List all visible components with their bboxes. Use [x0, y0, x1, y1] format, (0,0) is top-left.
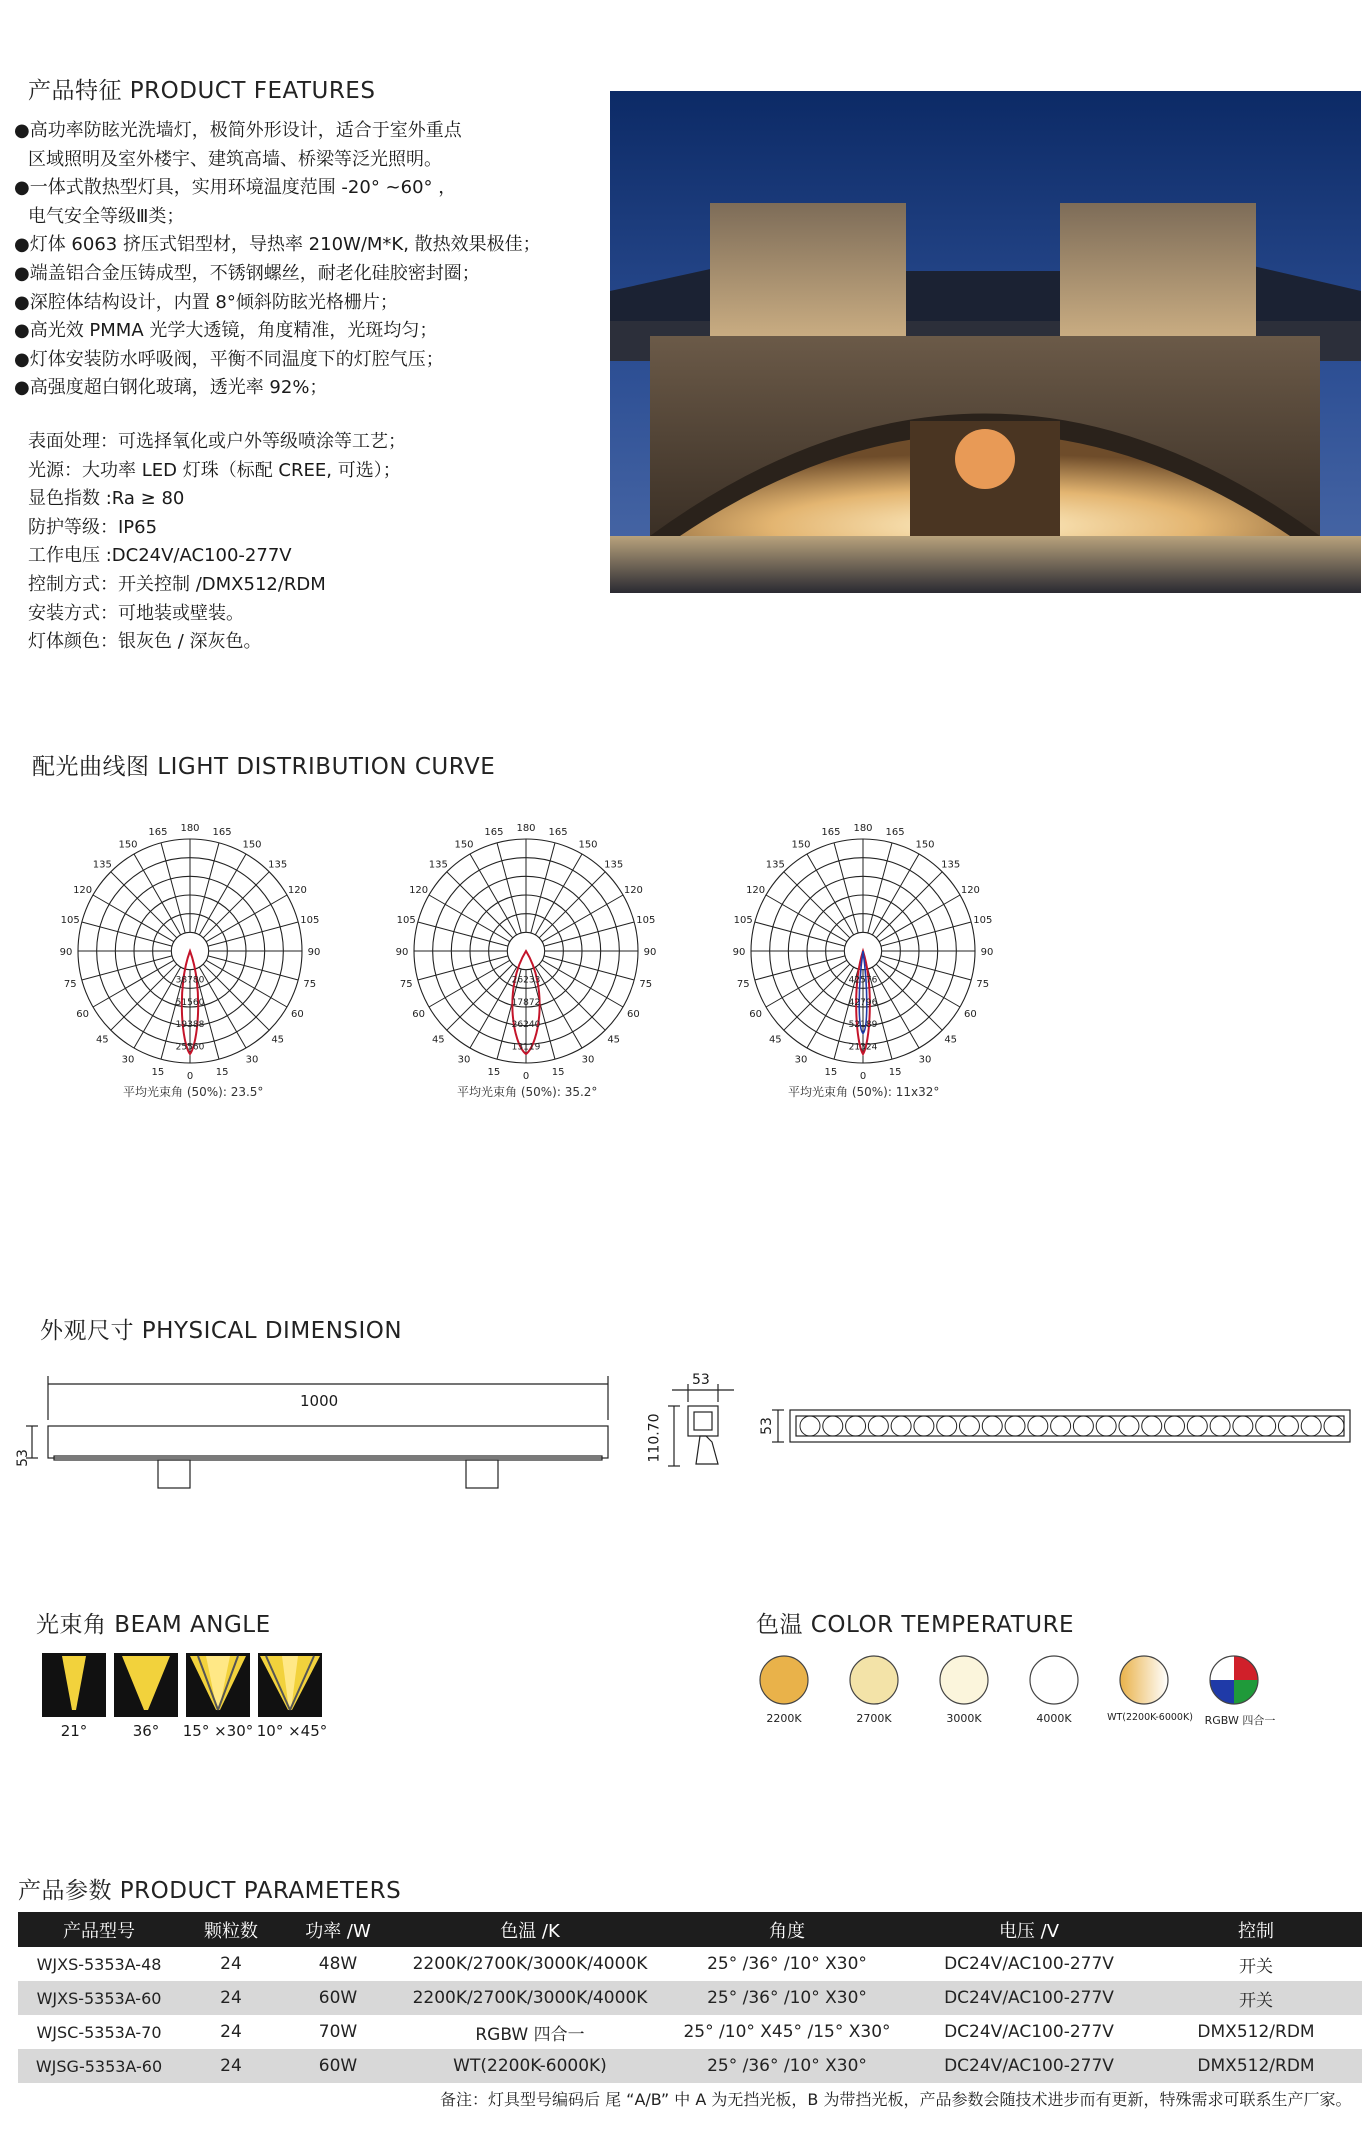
- polar-value-label: 21324: [848, 1042, 878, 1053]
- polar-angle-label: 45: [607, 1034, 621, 1046]
- cell: 24: [220, 2022, 242, 2042]
- led-lens: [1278, 1416, 1298, 1436]
- polar-angle-label: 60: [627, 1009, 640, 1020]
- ct-label: 2200K: [766, 1712, 802, 1725]
- polar-spoke: [208, 922, 298, 946]
- polar-value-label: 13119: [511, 1042, 541, 1053]
- polar-angle-label: 45: [768, 1034, 782, 1046]
- polar-angle-label: 45: [431, 1034, 445, 1046]
- polar-angle-label: 105: [636, 914, 656, 926]
- polar-angle-label: 15: [487, 1066, 501, 1078]
- cell: 24: [180, 2049, 282, 2083]
- light-curve-title: 配光曲线图 LIGHT DISTRIBUTION CURVE: [32, 754, 496, 780]
- cell: RGBW 四合一: [475, 2024, 585, 2045]
- ct-label: WT(2200K-6000K): [1107, 1712, 1193, 1723]
- side-height-dim-label: 110.70: [646, 1413, 663, 1463]
- polar-angle-label: 60: [76, 1009, 89, 1020]
- polar-angle-label: 15: [888, 1066, 902, 1078]
- led-lens: [1187, 1416, 1207, 1436]
- polar-spoke: [418, 922, 508, 946]
- polar-spoke: [531, 843, 555, 933]
- polar-spoke: [195, 843, 219, 933]
- building-photo: [610, 91, 1361, 593]
- cell: 25° /36° /10° X30°: [707, 1954, 867, 1974]
- polar-spoke: [755, 956, 845, 980]
- polar-angle-label: 15: [215, 1066, 229, 1078]
- spec-item: 光源：大功率 LED 灯珠（标配 CREE, 可选）；: [28, 459, 401, 481]
- cell: 24: [220, 1954, 242, 1974]
- polar-angle-label: 60: [964, 1009, 977, 1020]
- ct-label: 2700K: [856, 1712, 892, 1725]
- polar-spoke: [834, 843, 858, 933]
- polar-value-label: 38780: [175, 975, 205, 986]
- polar-angle-label: 105: [973, 914, 993, 926]
- polar-angle-label: 90: [732, 947, 746, 958]
- polar-angle-label: 60: [412, 1009, 425, 1020]
- cell: WT(2200K-6000K): [394, 2049, 666, 2083]
- cell: DC24V/AC100-277V: [908, 2049, 1150, 2083]
- spec-item: 显色指数 :Ra ≥ 80: [28, 488, 185, 510]
- polar-angle-label: 45: [271, 1034, 285, 1046]
- polar-angle-label: 165: [484, 827, 504, 839]
- polar-spoke: [544, 956, 634, 980]
- table-row: [18, 1981, 1362, 2015]
- cell: WJXS-5353A-48: [36, 1954, 162, 1974]
- polar-value-label: 26233: [511, 975, 541, 986]
- polar-chart: [60, 823, 321, 1082]
- cell: DC24V/AC100-277V: [944, 2022, 1114, 2042]
- polar-angle-label: 75: [303, 979, 317, 991]
- cell: 25° /36° /10° X30°: [666, 2049, 908, 2083]
- led-lens: [868, 1416, 888, 1436]
- polar-angle-label: 120: [960, 885, 980, 896]
- polar-angle-label: 90: [643, 947, 657, 958]
- polar-angle-label: 90: [59, 947, 73, 958]
- swatch-3000k: [940, 1656, 988, 1704]
- params-header: 色温 /K: [394, 1912, 666, 1947]
- feature-item: ●灯体安装防水呼吸阀，平衡不同温度下的灯腔气压；: [14, 348, 444, 370]
- beam-label: 15° ×30°: [182, 1722, 254, 1740]
- polar-angle-label: 105: [60, 914, 80, 926]
- cell: DC24V/AC100-277V: [944, 1954, 1114, 1974]
- polar-spoke: [111, 872, 177, 938]
- beam-label: 10° ×45°: [256, 1722, 328, 1740]
- params-header: 颗粒数: [180, 1912, 282, 1947]
- params-header-row: [18, 1912, 1362, 1947]
- polar-caption: 平均光束角 (50%): 35.2°: [457, 1085, 598, 1099]
- polar-angle-label: 150: [578, 839, 598, 851]
- spec-item: 灯体颜色：银灰色 / 深灰色。: [28, 631, 262, 653]
- cell: 24: [180, 1981, 282, 2015]
- polar-angle-label: 15: [824, 1066, 838, 1078]
- polar-spoke: [876, 964, 942, 1030]
- led-lens: [823, 1416, 843, 1436]
- polar-value-label: 52189: [848, 1020, 878, 1031]
- polar-angle-label: 75: [63, 979, 77, 991]
- polar-angle-label: 165: [212, 827, 232, 839]
- polar-angle-label: 120: [73, 885, 93, 896]
- led-lens: [846, 1416, 866, 1436]
- polar-value-label: 42576: [848, 975, 878, 986]
- polar-spoke: [755, 922, 845, 946]
- spec-item: 防护等级：IP65: [28, 516, 158, 538]
- polar-spoke: [418, 956, 508, 980]
- polar-angle-label: 90: [307, 947, 321, 958]
- polar-spoke: [82, 956, 172, 980]
- polar-angle-label: 135: [428, 859, 448, 871]
- polar-value-label: 26240: [511, 1020, 541, 1031]
- feature-item: ●高光效 PMMA 光学大透镜，角度精准，光斑均匀；: [14, 320, 438, 342]
- dimension-title: 外观尺寸 PHYSICAL DIMENSION: [40, 1318, 403, 1344]
- swatch-4000k: [1030, 1656, 1078, 1704]
- led-lens: [1005, 1416, 1025, 1436]
- ct-label: RGBW 四合一: [1204, 1714, 1276, 1727]
- polar-spoke: [447, 964, 513, 1030]
- polar-spoke: [876, 872, 942, 938]
- height-dim-label: 53: [14, 1449, 31, 1467]
- polar-angle-label: 180: [853, 823, 873, 834]
- polar-angle-label: 75: [976, 979, 990, 991]
- polar-angle-label: 30: [457, 1054, 471, 1066]
- swatch-2700k: [850, 1656, 898, 1704]
- polar-angle-label: 180: [180, 823, 200, 834]
- polar-spoke: [203, 964, 269, 1030]
- polar-angle-label: 150: [454, 839, 474, 851]
- led-lens: [891, 1416, 911, 1436]
- beam-angle-icons: [40, 1652, 330, 1718]
- side-view-body: [48, 1426, 608, 1458]
- polar-angle-label: 15: [151, 1066, 165, 1078]
- led-lens: [1301, 1416, 1321, 1436]
- polar-spoke: [881, 922, 971, 946]
- features-list: [14, 117, 614, 403]
- cell: WJSC-5353A-70: [36, 2022, 162, 2042]
- polar-angle-label: 120: [623, 885, 643, 896]
- color-temp-swatches: [756, 1650, 1286, 1710]
- led-lens: [1119, 1416, 1139, 1436]
- cell: 60W: [282, 1981, 394, 2015]
- polar-spoke: [881, 956, 971, 980]
- polar-angle-label: 150: [118, 839, 138, 851]
- front-view-body: [790, 1410, 1350, 1442]
- polar-angle-label: 150: [915, 839, 935, 851]
- polar-angle-label: 120: [746, 885, 766, 896]
- bracket: [466, 1460, 498, 1488]
- led-lens: [1324, 1416, 1344, 1436]
- led-lens: [982, 1416, 1002, 1436]
- polar-spoke: [208, 956, 298, 980]
- polar-spoke: [447, 872, 513, 938]
- cell: 48W: [318, 1954, 358, 1974]
- polar-value-label: 51560: [175, 997, 205, 1008]
- polar-spoke: [539, 964, 605, 1030]
- polar-spoke: [203, 872, 269, 938]
- ct-label: 4000K: [1036, 1712, 1072, 1725]
- swatch-rgbw: [1210, 1656, 1258, 1704]
- led-lens: [1256, 1416, 1276, 1436]
- polar-angle-label: 135: [92, 859, 112, 871]
- feature-item: 电气安全等级Ⅲ类；: [28, 205, 185, 227]
- beam-icon-36: [114, 1653, 178, 1717]
- polar-angle-label: 180: [516, 823, 536, 834]
- params-title: 产品参数 PRODUCT PARAMETERS: [18, 1878, 402, 1904]
- cell: 2200K/2700K/3000K/4000K: [412, 1954, 648, 1974]
- width-dim-label: 53: [692, 1372, 710, 1388]
- beam-label: 21°: [60, 1722, 88, 1740]
- led-lens: [914, 1416, 934, 1436]
- table-row: [18, 1947, 1362, 1981]
- polar-angle-label: 0: [186, 1071, 194, 1082]
- swatch-2200k: [760, 1656, 808, 1704]
- polar-value-label: 25560: [175, 1042, 205, 1053]
- polar-angle-label: 165: [148, 827, 168, 839]
- cell: 2200K/2700K/3000K/4000K: [394, 1981, 666, 2015]
- spec-item: 表面处理：可选择氧化或户外等级喷涂等工艺；: [28, 431, 406, 452]
- polar-angle-label: 60: [291, 1009, 304, 1020]
- feature-item: 区域照明及室外楼宇、建筑高墙、桥梁等泛光照明。: [28, 148, 442, 170]
- polar-angle-label: 105: [733, 914, 753, 926]
- polar-spoke: [784, 872, 850, 938]
- polar-angle-label: 0: [522, 1071, 530, 1082]
- beam-icon-21: [42, 1653, 106, 1717]
- led-lens: [1028, 1416, 1048, 1436]
- polar-caption: 平均光束角 (50%): 23.5°: [123, 1085, 264, 1099]
- polar-chart: [733, 823, 994, 1082]
- polar-angle-label: 60: [749, 1009, 762, 1020]
- dimension-drawing: [0, 1360, 1362, 1500]
- cell: 70W: [318, 2022, 358, 2042]
- beam-icon-15x30: [186, 1653, 250, 1717]
- feature-item: ●灯体 6063 挤压式铝型材，导热率 210W/M*K, 散热效果极佳；: [14, 234, 541, 256]
- polar-angle-label: 165: [821, 827, 841, 839]
- cell: DMX512/RDM: [1197, 2022, 1315, 2042]
- led-lens: [1051, 1416, 1071, 1436]
- polar-charts: [0, 815, 1050, 1115]
- polar-angle-label: 75: [736, 979, 750, 991]
- params-table: [18, 1912, 1362, 2083]
- led-lens: [1073, 1416, 1093, 1436]
- polar-spoke: [544, 922, 634, 946]
- polar-caption: 平均光束角 (50%): 11x32°: [788, 1085, 940, 1099]
- end-view-body: [688, 1406, 718, 1436]
- polar-angle-label: 150: [791, 839, 811, 851]
- polar-angle-label: 45: [95, 1034, 109, 1046]
- spec-item: 控制方式：开关控制 /DMX512/RDM: [28, 573, 326, 595]
- color-temp-title: 色温 COLOR TEMPERATURE: [756, 1612, 1075, 1638]
- cell: DMX512/RDM: [1150, 2049, 1362, 2083]
- feature-item: ●高功率防眩光洗墙灯，极简外形设计，适合于室外重点: [14, 120, 462, 141]
- feature-item: ●深腔体结构设计，内置 8°倾斜防眩光格栅片；: [14, 291, 398, 313]
- polar-angle-label: 135: [604, 859, 624, 871]
- params-note: 备注：灯具型号编码后 尾 “A/B” 中 A 为无挡光板，B 为带挡光板，产品参数会随技术进步而有更新，特殊需求可联系生产厂家。: [440, 2090, 1352, 2109]
- ct-label: 3000K: [946, 1712, 982, 1725]
- polar-angle-label: 135: [941, 859, 961, 871]
- spec-item: 安装方式：可地装或壁装。: [28, 602, 244, 624]
- cell: DC24V/AC100-277V: [908, 1981, 1150, 2015]
- table-row: [18, 2015, 1362, 2049]
- beam-angle-title: 光束角 BEAM ANGLE: [36, 1612, 271, 1638]
- polar-angle-label: 30: [121, 1054, 135, 1066]
- polar-angle-label: 30: [245, 1054, 259, 1066]
- features-title: 产品特征 PRODUCT FEATURES: [28, 78, 376, 104]
- led-lens: [937, 1416, 957, 1436]
- polar-chart: [396, 823, 657, 1082]
- polar-angle-label: 120: [287, 885, 307, 896]
- polar-angle-label: 0: [859, 1071, 867, 1082]
- led-lens: [959, 1416, 979, 1436]
- spec-list: [28, 428, 406, 657]
- cell: 25° /36° /10° X30°: [666, 1981, 908, 2015]
- polar-angle-label: 165: [548, 827, 568, 839]
- cell: 开关: [1239, 1956, 1273, 1977]
- polar-angle-label: 75: [639, 979, 653, 991]
- polar-angle-label: 90: [980, 947, 994, 958]
- bracket: [158, 1460, 190, 1488]
- params-header: 控制: [1150, 1912, 1362, 1947]
- params-header: 电压 /V: [908, 1912, 1150, 1947]
- params-header: 角度: [666, 1912, 908, 1947]
- polar-spoke: [539, 872, 605, 938]
- polar-angle-label: 135: [268, 859, 288, 871]
- led-lens: [1165, 1416, 1185, 1436]
- polar-angle-label: 105: [396, 914, 416, 926]
- polar-value-label: 19388: [175, 1020, 205, 1031]
- cell: 60W: [282, 2049, 394, 2083]
- feature-item: ●一体式散热型灯具，实用环境温度范围 -20° ~60° ，: [14, 177, 457, 199]
- beam-label: 36°: [132, 1722, 160, 1740]
- polar-spoke: [497, 843, 521, 933]
- polar-spoke: [111, 964, 177, 1030]
- polar-spoke: [82, 922, 172, 946]
- polar-angle-label: 135: [765, 859, 785, 871]
- table-row: [18, 2049, 1362, 2083]
- led-lens: [800, 1416, 820, 1436]
- polar-angle-label: 150: [242, 839, 262, 851]
- params-header: 产品型号: [18, 1912, 180, 1947]
- polar-angle-label: 120: [409, 885, 429, 896]
- led-lens: [1210, 1416, 1230, 1436]
- polar-spoke: [161, 843, 185, 933]
- polar-angle-label: 45: [944, 1034, 958, 1046]
- cell: 开关: [1150, 1981, 1362, 2015]
- polar-spoke: [868, 843, 892, 933]
- params-header: 功率 /W: [282, 1912, 394, 1947]
- polar-value-label: 42796: [848, 997, 878, 1008]
- cell: WJSG-5353A-60: [18, 2049, 180, 2083]
- swatch-wt: [1120, 1656, 1168, 1704]
- polar-angle-label: 75: [399, 979, 413, 991]
- polar-angle-label: 105: [300, 914, 320, 926]
- cell: WJXS-5353A-60: [18, 1981, 180, 2015]
- front-height-dim-label: 53: [758, 1417, 775, 1435]
- feature-item: ●高强度超白钢化玻璃，透光率 92%；: [14, 377, 328, 399]
- polar-angle-label: 15: [551, 1066, 565, 1078]
- led-lens: [1096, 1416, 1116, 1436]
- polar-spoke: [784, 964, 850, 1030]
- polar-angle-label: 165: [885, 827, 905, 839]
- polar-angle-label: 30: [794, 1054, 808, 1066]
- cell: 25° /10° X45° /15° X30°: [683, 2022, 891, 2042]
- led-lens: [1233, 1416, 1253, 1436]
- feature-item: ●端盖铝合金压铸成型，不锈钢螺丝，耐老化硅胶密封圈；: [14, 262, 480, 284]
- led-lens: [1142, 1416, 1162, 1436]
- beam-icon-10x45: [258, 1653, 322, 1717]
- polar-value-label: 17872: [511, 997, 541, 1008]
- length-dim-label: 1000: [300, 1392, 339, 1410]
- polar-angle-label: 30: [581, 1054, 595, 1066]
- spec-item: 工作电压 :DC24V/AC100-277V: [28, 545, 292, 567]
- polar-angle-label: 30: [918, 1054, 932, 1066]
- polar-angle-label: 90: [395, 947, 409, 958]
